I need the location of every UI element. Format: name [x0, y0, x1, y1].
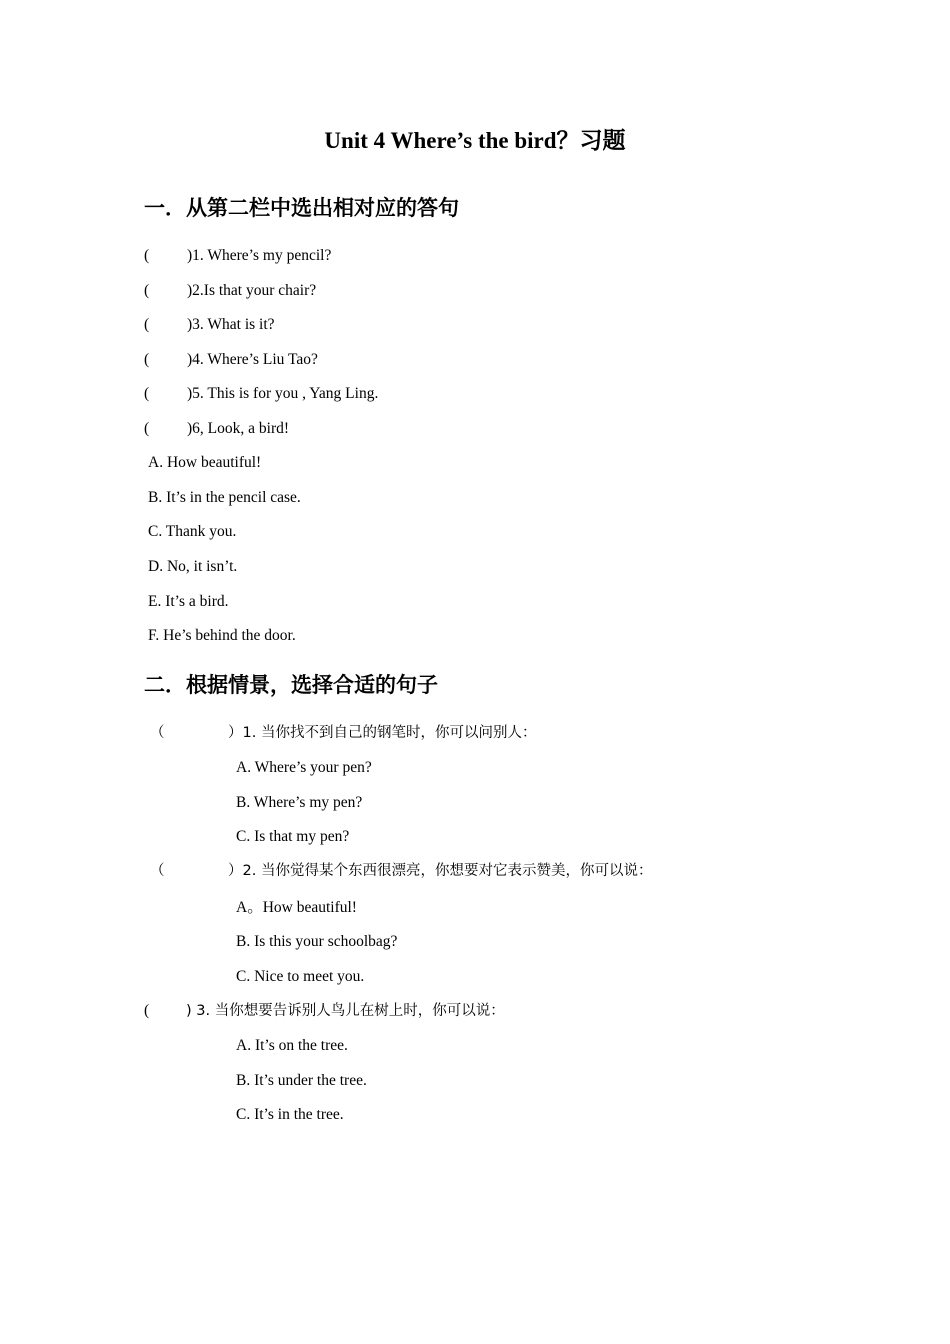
choice-option: B. It’s under the tree. [236, 1072, 367, 1089]
answer-option: D. No, it isn’t. [148, 558, 238, 575]
section1-question [144, 315, 644, 335]
question-text: )2.Is that your chair? [187, 282, 317, 299]
question-text: ）1. 当你找不到自己的钢笔时，你可以问别人： [228, 725, 537, 741]
answer-option: A. How beautiful! [148, 454, 262, 471]
section2-question [150, 861, 850, 881]
section1-question [144, 419, 644, 439]
question-text: )1. Where’s my pencil? [187, 247, 332, 264]
choice-option: C. Is that my pen? [236, 828, 350, 845]
section2-question [144, 1001, 844, 1021]
answer-blank-open: ( [144, 282, 150, 299]
section1-question [144, 246, 644, 266]
answer-blank-open: ( [144, 247, 150, 264]
section1-heading: 一．从第二栏中选出相对应的答句 [144, 196, 459, 220]
answer-blank-open: ( [144, 420, 150, 437]
choice-option: B. Is this your schoolbag? [236, 933, 398, 950]
answer-option: B. It’s in the pencil case. [148, 489, 301, 506]
question-text [186, 1001, 505, 1021]
section2-heading: 二．根据情景，选择合适的句子 [144, 673, 438, 697]
choice-option: B. Where’s my pen? [236, 794, 363, 811]
answer-blank-open: （ [150, 863, 165, 879]
choice-option: A. It’s on the tree. [236, 1037, 348, 1054]
question-text: )3. What is it? [187, 316, 275, 333]
answer-blank-open: （ [150, 725, 165, 741]
choice-option: A。How beautiful! [236, 899, 357, 916]
question-text: )4. Where’s Liu Tao? [187, 351, 318, 368]
question-text-content: ) 3. 当你想要告诉别人鸟儿在树上时，你可以说： [186, 1003, 505, 1019]
question-text: ）2. 当你觉得某个东西很漂亮，你想要对它表示赞美，你可以说： [228, 863, 653, 879]
section1-question [144, 281, 644, 301]
answer-blank-open: ( [144, 1002, 150, 1019]
section1-question [144, 384, 644, 404]
answer-blank-open: ( [144, 351, 150, 368]
section2-question [150, 723, 850, 743]
page-title: Unit 4 Where’s the bird？习题 [324, 128, 626, 153]
answer-blank-open: ( [144, 385, 150, 402]
answer-option: C. Thank you. [148, 523, 237, 540]
question-text: )6, Look, a bird! [187, 420, 290, 437]
question-text: )5. This is for you , Yang Ling. [187, 385, 379, 402]
section1-question [144, 350, 644, 370]
answer-option: F. He’s behind the door. [148, 627, 296, 644]
choice-option: C. It’s in the tree. [236, 1106, 344, 1123]
answer-option: E. It’s a bird. [148, 593, 229, 610]
answer-blank-open: ( [144, 316, 150, 333]
choice-option: A. Where’s your pen? [236, 759, 372, 776]
choice-option: C. Nice to meet you. [236, 968, 365, 985]
